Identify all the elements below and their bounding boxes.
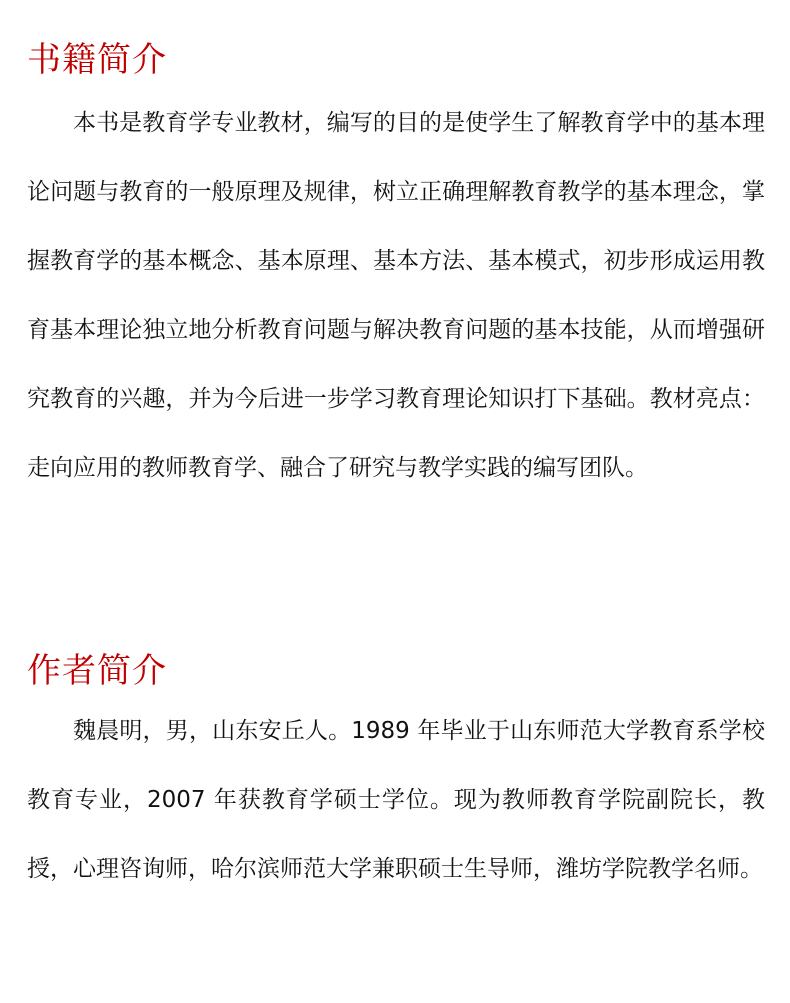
author-intro-section xyxy=(27,651,765,904)
book-intro-title: 书籍简介 xyxy=(27,40,167,80)
book-intro-section xyxy=(27,40,765,503)
author-intro-title: 作者简介 xyxy=(27,651,167,691)
book-intro-body: 本书是教育学专业教材，编写的目的是使学生了解教育学中的基本理论问题与教育的一般原理及规律，树立正确理解教育教学的基本理念，掌握教育学的基本概念、基本原理、基本方法、基本模式，初步形成运用教育基本理论独立地分析教育问题与解决教育问题的基本技能，从而增强研究教育的兴趣，并为今后进一步学习教育理论知识打下基础。教材亮点：走向应用的教师教育学、融合了研究与教学实践的编写团队。 xyxy=(27,110,765,481)
author-intro-body: 魏晨明，男，山东安丘人。1989 年毕业于山东师范大学教育系学校教育专业，2007 年获教育学硕士学位。现为教师教育学院副院长，教授，心理咨询师，哈尔滨师范大学兼职硕士生导师，潍坊学院教学名师。 xyxy=(27,718,765,882)
